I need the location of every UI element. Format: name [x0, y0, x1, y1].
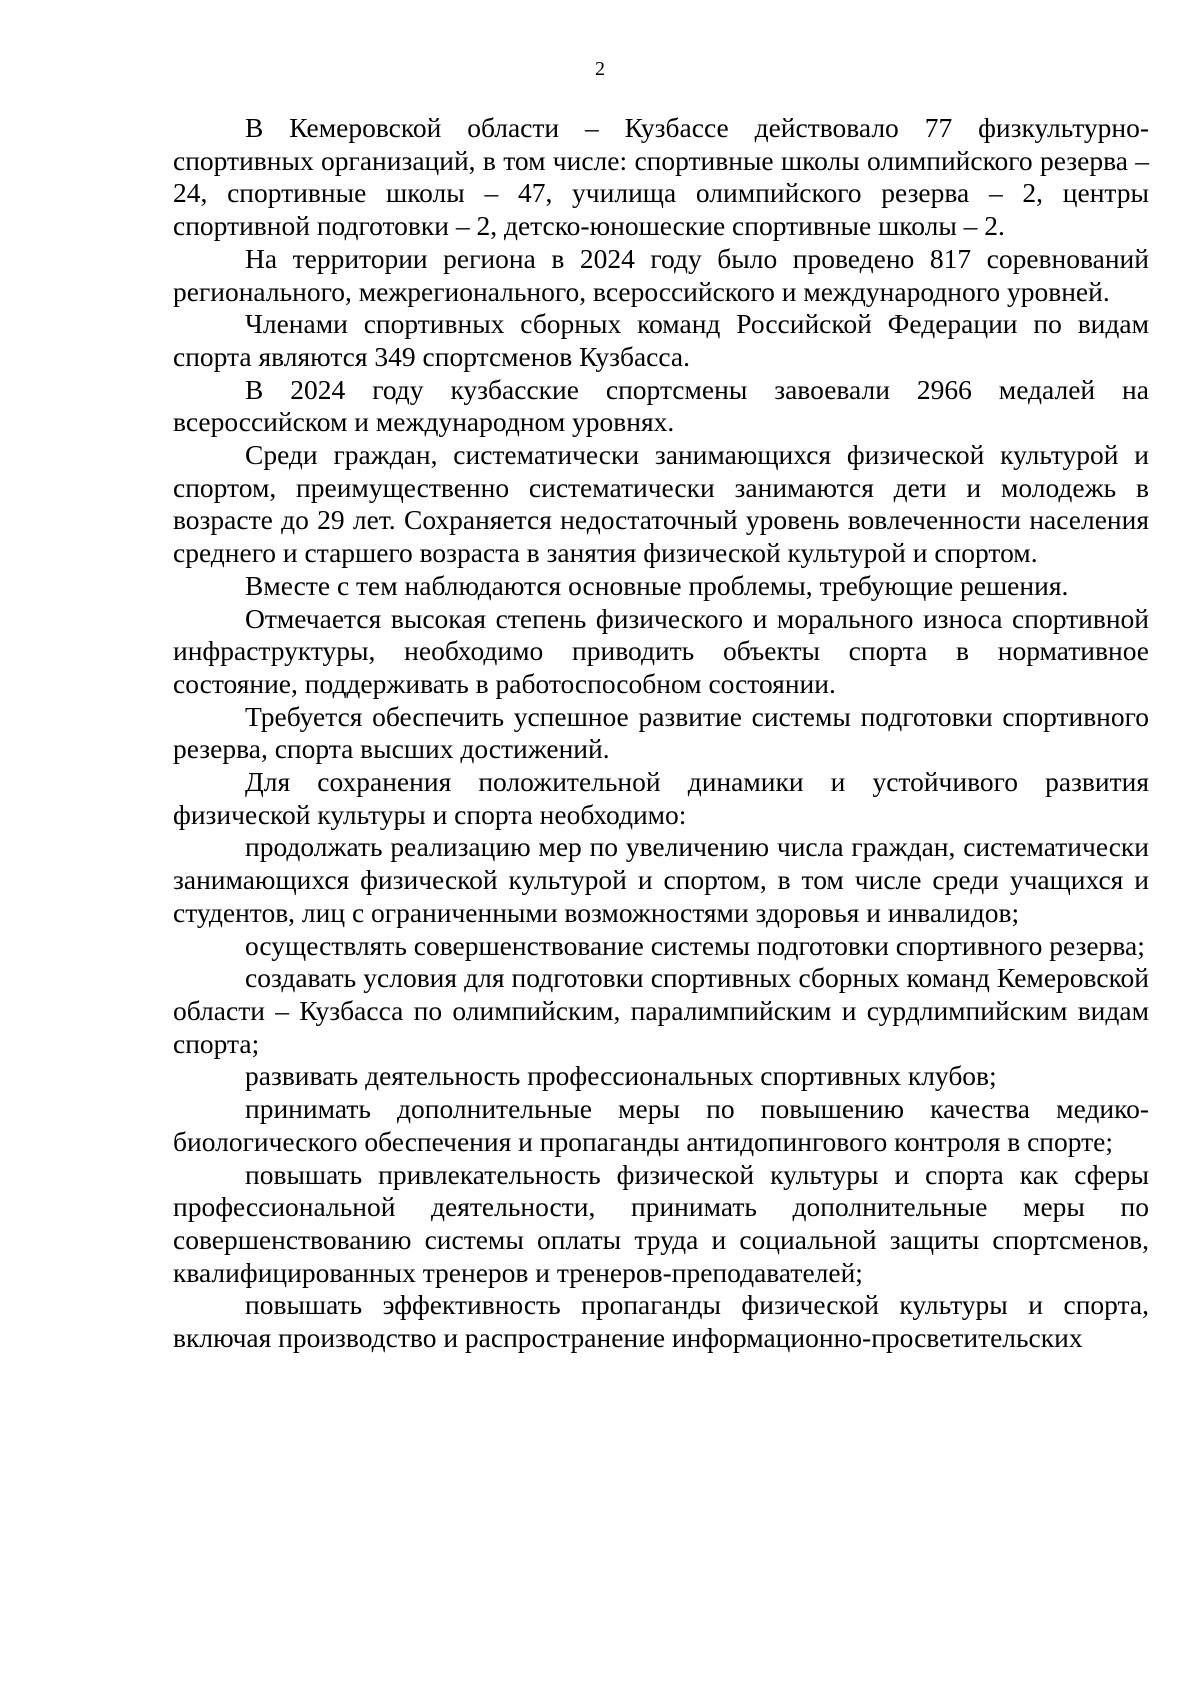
paragraph: Членами спортивных сборных команд Российской Федерации по видам спорта являются 349 спортсменов Кузбасса. [173, 308, 1149, 372]
paragraph: Отмечается высокая степень физического и морального износа спортивной инфраструктуры, необходимо приводить объекты спорта в нормативное состояние, поддерживать в работоспособном состоянии. [173, 602, 1149, 699]
paragraph: Среди граждан, систематически занимающихся физической культурой и спортом, преимущественно систематически занимаются дети и молодежь в возрасте до 29 лет. Сохраняется недостаточный уровень вовлеченности населения среднего и старшего возраста в занятия физической культурой и спортом. [173, 439, 1149, 569]
document-body [173, 112, 1149, 1355]
list-item: развивать деятельность профессиональных спортивных клубов; [245, 1060, 997, 1092]
paragraph: Для сохранения положительной динамики и устойчивого развития физической культуры и спорта необходимо: [173, 766, 1149, 830]
list-item: принимать дополнительные меры по повышению качества медико-биологического обеспечения и пропаганды антидопингового контроля в спорте; [173, 1093, 1149, 1157]
list-item: создавать условия для подготовки спортивных сборных команд Кемеровской области – Кузбасса по олимпийским, паралимпийским и сурдлимпийским видам спорта; [173, 962, 1149, 1059]
paragraph: В Кемеровской области – Кузбассе действовало 77 физкультурно-спортивных организаций, в том числе: спортивные школы олимпийского резерва – 24, спортивные школы – 47, училища олимпийского резерва – 2, центры спортивной подготовки – 2, детско-юношеские спортивные школы – 2. [173, 112, 1149, 242]
list-item: повышать привлекательность физической культуры и спорта как сферы профессиональной деятельности, принимать дополнительные меры по совершенствованию системы оплаты труда и социальной защиты спортсменов, квалифицированных тренеров и тренеров-преподавателей; [173, 1158, 1149, 1288]
list-item: осуществлять совершенствование системы подготовки спортивного резерва; [245, 929, 1145, 961]
paragraph: В 2024 году кузбасские спортсмены завоевали 2966 медалей на всероссийском и международном уровнях. [173, 373, 1149, 438]
paragraph: Вместе с тем наблюдаются основные проблемы, требующие решения. [245, 569, 1069, 601]
list-item: повышать эффективность пропаганды физической культуры и спорта, включая производство и распространение информационно-просветительских [173, 1289, 1149, 1354]
page-number: 2 [595, 58, 605, 80]
list-item: продолжать реализацию мер по увеличению числа граждан, систематически занимающихся физической культурой и спортом, в том числе среди учащихся и студентов, лиц с ограниченными возможностями здоровья и инвалидов; [173, 831, 1149, 928]
paragraph: На территории региона в 2024 году было проведено 817 соревнований регионального, межрегионального, всероссийского и международного уровней. [173, 242, 1149, 307]
paragraph: Требуется обеспечить успешное развитие системы подготовки спортивного резерва, спорта высших достижений. [173, 700, 1149, 765]
